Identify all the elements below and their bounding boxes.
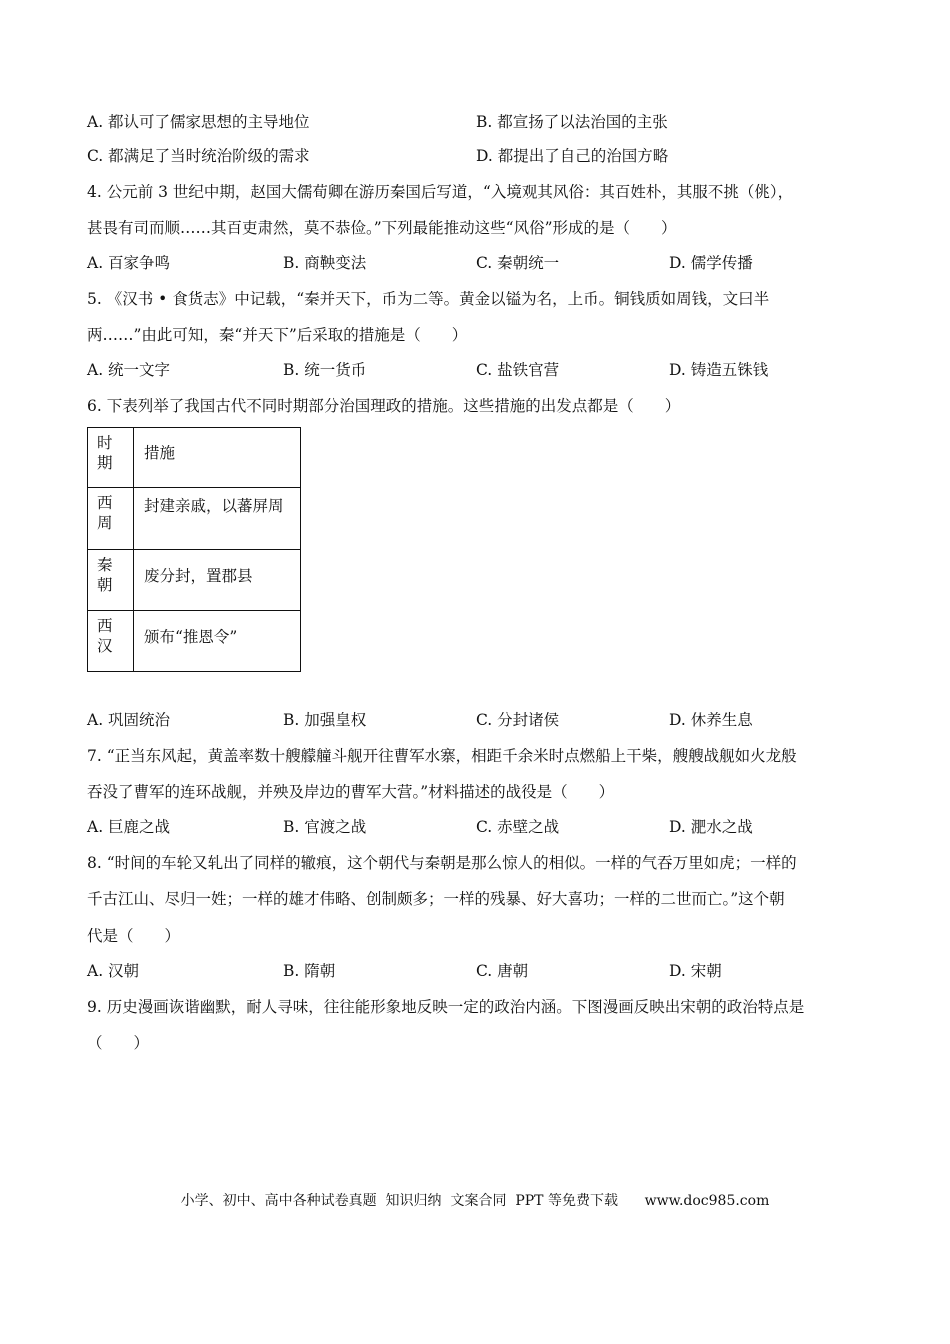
q6-option-c: C. 分封诸侯: [476, 711, 560, 729]
q9-stem-line1: 9. 历史漫画诙谐幽默，耐人寻味，往往能形象地反映一定的政治内涵。下图漫画反映出宋朝的政治特点是: [87, 998, 805, 1016]
q5-option-d: D. 铸造五铢钱: [669, 361, 769, 379]
table-cell-measure: 废分封，置郡县: [134, 550, 301, 611]
q5-option-c: C. 盐铁官营: [476, 361, 560, 379]
q8-stem-line2: 千古江山、尽归一姓；一样的雄才伟略、创制颇多；一样的残暴、好大喜功；一样的二世而亡。”这个朝: [87, 890, 785, 908]
q8-option-b: B. 隋朝: [283, 962, 336, 980]
table-cell-measure: 封建亲戚，以蕃屏周: [134, 488, 301, 550]
table-header-row: [88, 428, 301, 488]
q6-option-d: D. 休养生息: [669, 711, 753, 729]
q3-option-d: D. 都提出了自己的治国方略: [476, 147, 669, 165]
q8-option-c: C. 唐朝: [476, 962, 529, 980]
table-cell-period: 西汉: [88, 611, 134, 672]
q4-option-a: A. 百家争鸣: [87, 254, 171, 272]
q7-stem-line1: 7. “正当东风起，黄盖率数十艘艨艟斗舰开往曹军水寨，相距千余米时点燃船上干柴，艘艘战舰如火龙般: [87, 747, 797, 765]
q3-option-b: B. 都宣扬了以法治国的主张: [476, 113, 668, 131]
q5-stem-line2: 两……”由此可知，秦“并天下”后采取的措施是（ ）: [87, 326, 468, 344]
table-row: [88, 550, 301, 611]
table-row: [88, 488, 301, 550]
q4-option-b: B. 商鞅变法: [283, 254, 367, 272]
q4-option-c: C. 秦朝统一: [476, 254, 560, 272]
table-cell-period: 秦朝: [88, 550, 134, 611]
table-row: [88, 611, 301, 672]
q6-option-a: A. 巩固统治: [87, 711, 171, 729]
q8-stem-line3: 代是（ ）: [87, 927, 181, 945]
q7-option-d: D. 淝水之战: [669, 818, 753, 836]
q8-option-d: D. 宋朝: [669, 962, 722, 980]
measures-table: [87, 427, 301, 672]
q7-option-a: A. 巨鹿之战: [87, 818, 171, 836]
q4-option-d: D. 儒学传播: [669, 254, 753, 272]
q3-option-a: A. 都认可了儒家思想的主导地位: [87, 113, 310, 131]
q5-stem-line1: 5. 《汉书 • 食货志》中记载，“秦并天下，币为二等。黄金以镒为名，上币。铜钱质如周钱，文曰半: [87, 290, 770, 308]
q7-stem-line2: 吞没了曹军的连环战舰，并殃及岸边的曹军大营。”材料描述的战役是（ ）: [87, 783, 615, 801]
table-cell-period: 西周: [88, 488, 134, 550]
q5-option-a: A. 统一文字: [87, 361, 171, 379]
table-header-measure: 措施: [134, 428, 301, 488]
q4-stem-line1: 4. 公元前 3 世纪中期，赵国大儒荀卿在游历秦国后写道，“入境观其风俗：其百姓朴，其服不挑（佻），: [87, 183, 794, 201]
q5-option-b: B. 统一货币: [283, 361, 367, 379]
table-cell-measure: 颁布“推恩令”: [134, 611, 301, 672]
q6-option-b: B. 加强皇权: [283, 711, 367, 729]
q8-stem-line1: 8. “时间的车轮又轧出了同样的辙痕，这个朝代与秦朝是那么惊人的相似。一样的气吞万里如虎；一样的: [87, 854, 797, 872]
q3-option-c: C. 都满足了当时统治阶级的需求: [87, 147, 310, 165]
q6-stem: 6. 下表列举了我国古代不同时期部分治国理政的措施。这些措施的出发点都是（ ）: [87, 397, 681, 415]
q8-option-a: A. 汉朝: [87, 962, 140, 980]
q7-option-c: C. 赤壁之战: [476, 818, 560, 836]
table-header-period: 时期: [88, 428, 134, 488]
q4-stem-line2: 甚畏有司而顺……其百吏肃然，莫不恭俭。”下列最能推动这些“风俗”形成的是（ ）: [87, 219, 677, 237]
q9-stem-line2: （ ）: [87, 1034, 150, 1052]
page-footer: 小学、初中、高中各种试卷真题 知识归纳 文案合同 PPT 等免费下载 www.doc985.com: [180, 1193, 770, 1209]
q7-option-b: B. 官渡之战: [283, 818, 367, 836]
